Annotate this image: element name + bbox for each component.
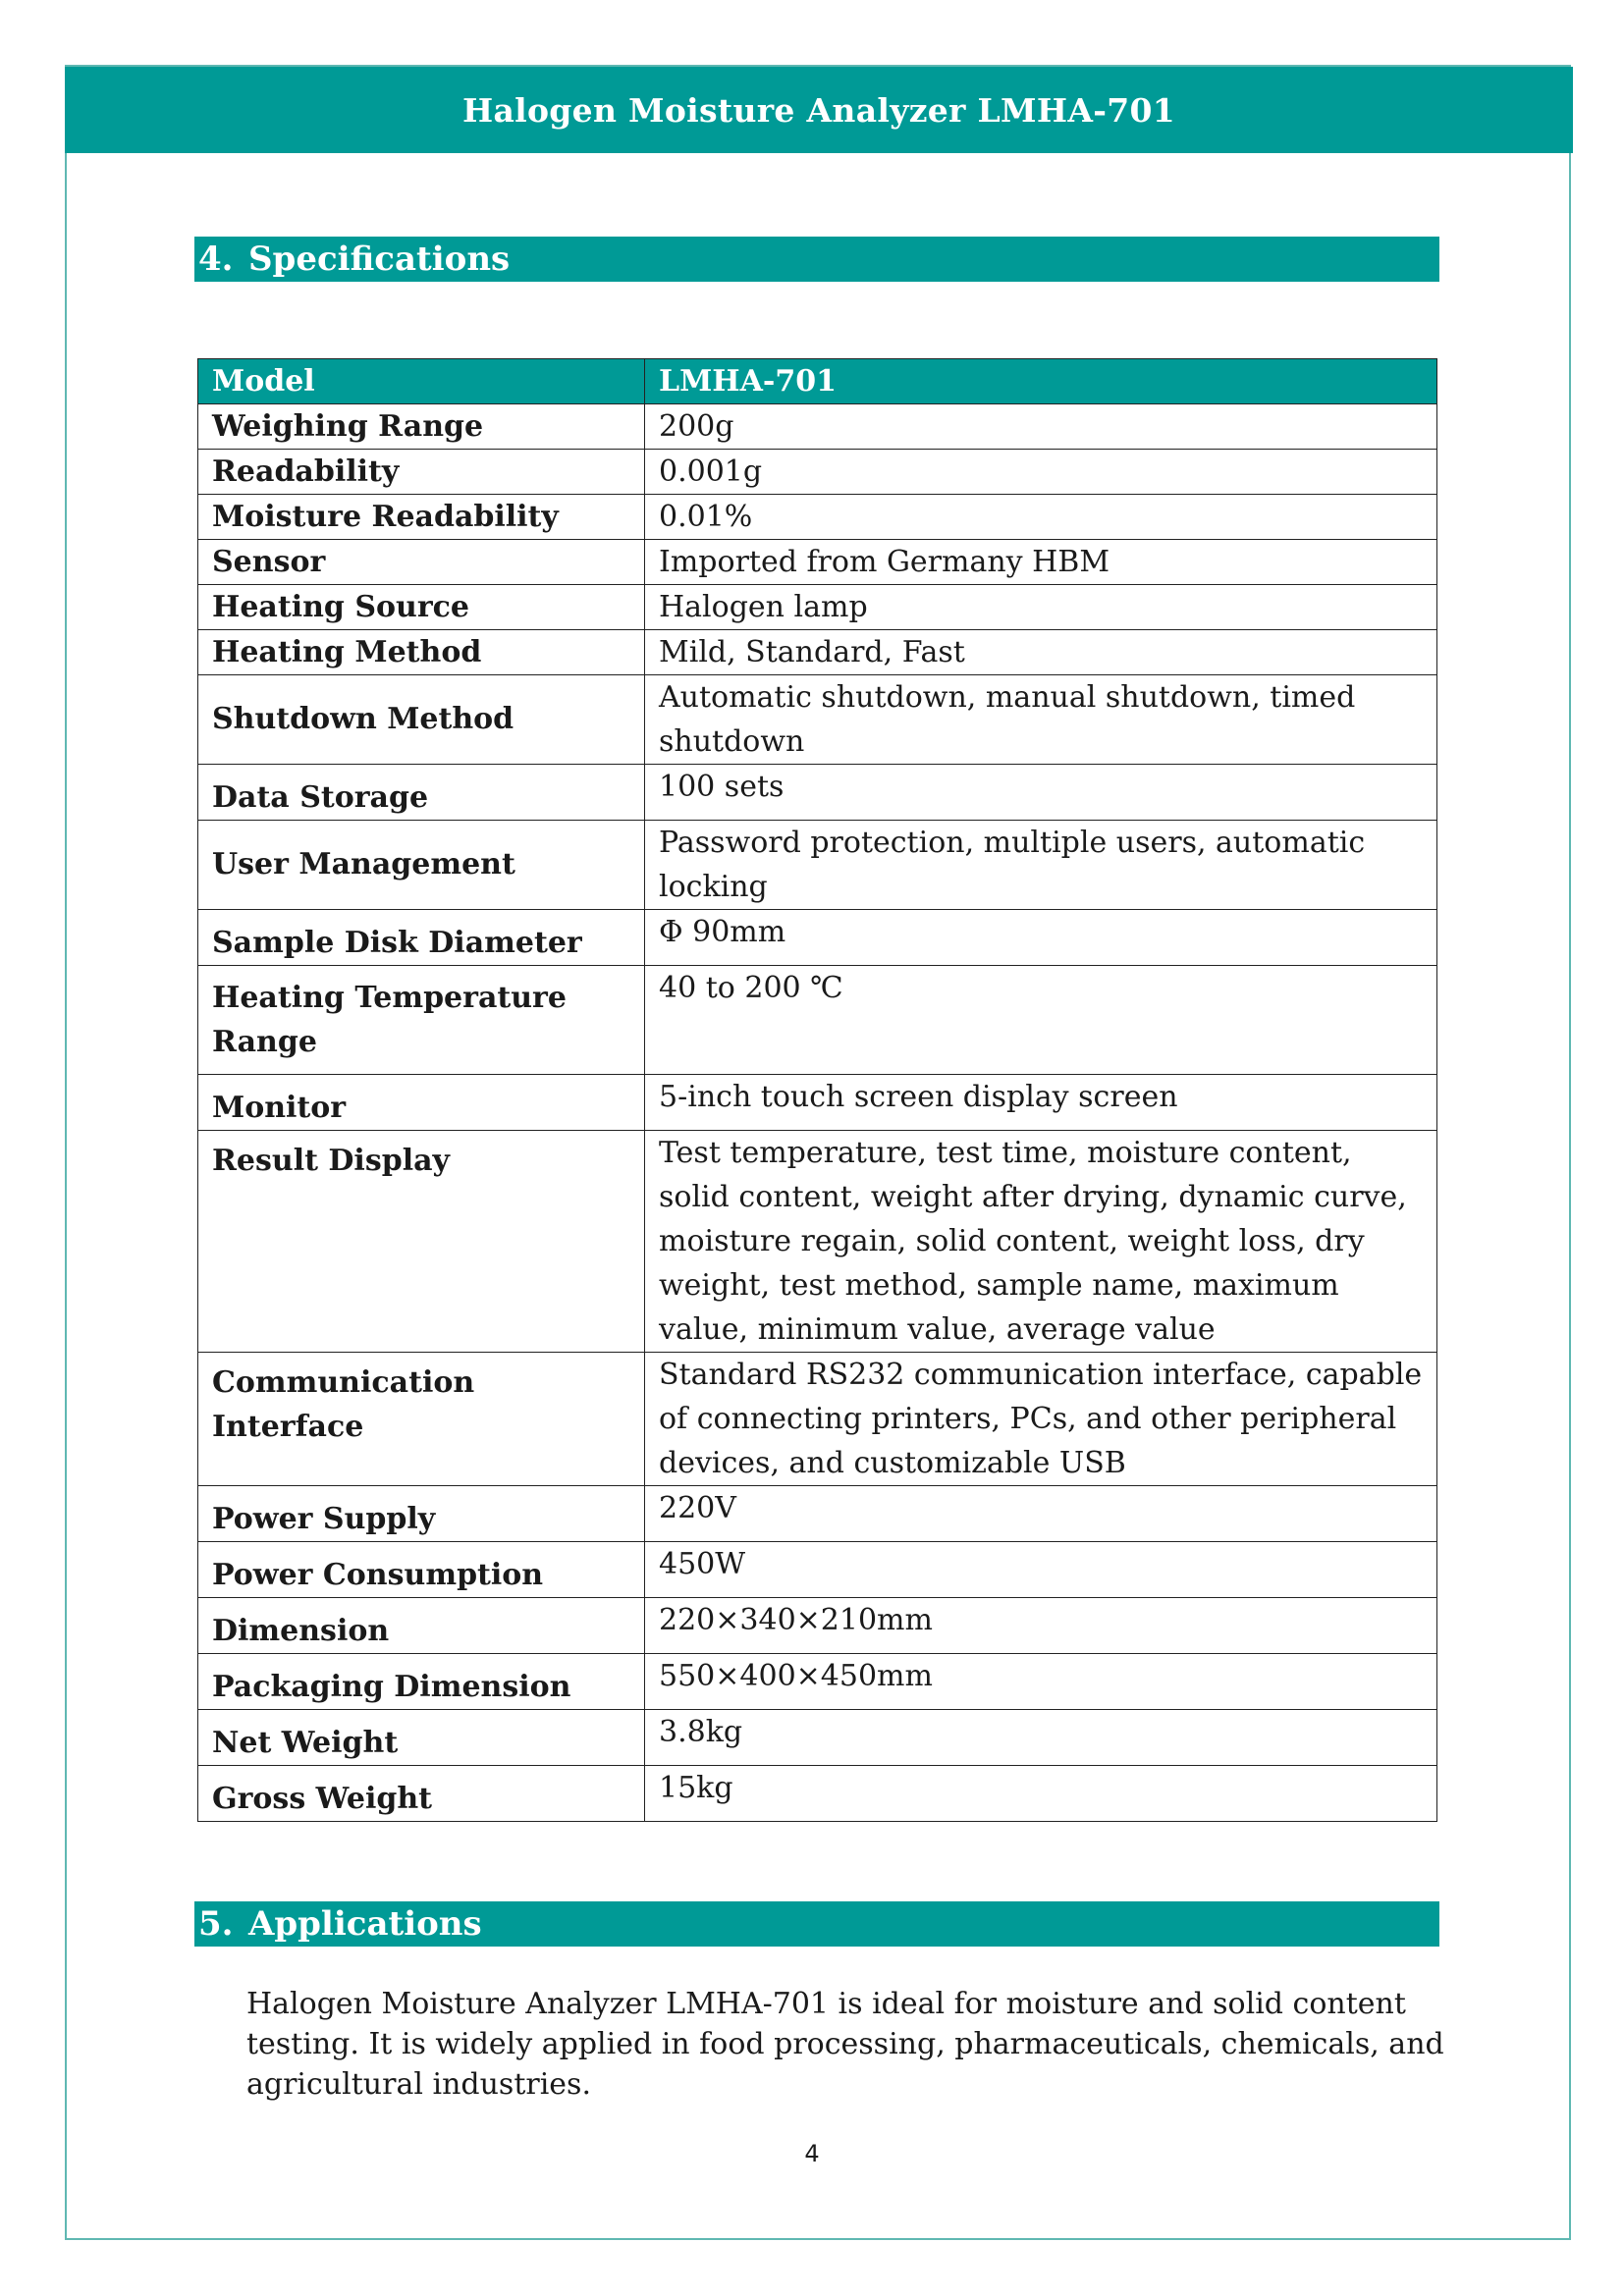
applications-paragraph: Halogen Moisture Analyzer LMHA-701 is ideal for moisture and solid content testing. It is widely applied in food processing, pharmaceuticals, chemicals, and agricultural industries. [246,1987,1444,2102]
spec-label: Communication Interface [198,1353,645,1486]
table-row [198,821,1437,910]
section-number: 4. [198,240,234,279]
table-row [198,404,1437,450]
spec-label: Moisture Readability [198,495,645,540]
table-row [198,765,1437,821]
table-row [198,1075,1437,1131]
spec-label: Readability [198,450,645,495]
spec-label: Shutdown Method [198,675,645,765]
spec-label: Packaging Dimension [198,1654,645,1710]
specifications-table [197,358,1437,1822]
table-row [198,495,1437,540]
spec-value: 0.01% [645,495,1437,540]
section-title: Applications [248,1904,482,1944]
spec-value: 220×340×210mm [645,1598,1437,1654]
spec-value: 15kg [645,1766,1437,1822]
table-row [198,675,1437,765]
page-number: 4 [804,2140,820,2167]
spec-label: Heating Temperature Range [198,966,645,1075]
header-value-cell: LMHA-701 [645,359,1437,404]
table-row [198,966,1437,1075]
spec-value: 220V [645,1486,1437,1542]
spec-value: Test temperature, test time, moisture content, solid content, weight after drying, dynamic curve, moisture regain, solid content, weight loss, dry weight, test method, sample name, maximum value, minimum value, average value [645,1131,1437,1353]
spec-value: 40 to 200 ℃ [645,966,1437,1075]
section-heading-specifications [194,237,1439,282]
table-row [198,1353,1437,1486]
table-row [198,1542,1437,1598]
spec-value: Mild, Standard, Fast [645,630,1437,675]
spec-value: Halogen lamp [645,585,1437,630]
spec-value: Φ 90mm [645,910,1437,966]
table-row [198,1710,1437,1766]
spec-value: 550×400×450mm [645,1654,1437,1710]
section-heading-applications [194,1901,1439,1947]
spec-label: Result Display [198,1131,645,1353]
table-row [198,1766,1437,1822]
table-row [198,630,1437,675]
table-row [198,540,1437,585]
spec-value: Imported from Germany HBM [645,540,1437,585]
section-number: 5. [198,1904,234,1944]
spec-value: Password protection, multiple users, automatic locking [645,821,1437,910]
spec-value: Standard RS232 communication interface, capable of connecting printers, PCs, and other peripheral devices, and customizable USB [645,1353,1437,1486]
spec-label: Power Consumption [198,1542,645,1598]
spec-label: Heating Method [198,630,645,675]
spec-label: User Management [198,821,645,910]
spec-label: Net Weight [198,1710,645,1766]
header-label-cell: Model [198,359,645,404]
table-row [198,1486,1437,1542]
table-row [198,450,1437,495]
spec-value: Automatic shutdown, manual shutdown, timed shutdown [645,675,1437,765]
table-row [198,585,1437,630]
table-header-row [198,359,1437,404]
spec-value: 100 sets [645,765,1437,821]
spec-label: Heating Source [198,585,645,630]
spec-value: 200g [645,404,1437,450]
spec-label: Data Storage [198,765,645,821]
section-title: Specifications [248,240,511,279]
table-row [198,1131,1437,1353]
document-title: Halogen Moisture Analyzer LMHA-701 [461,90,1176,130]
spec-value: 3.8kg [645,1710,1437,1766]
document-header [65,67,1573,153]
spec-value: 450W [645,1542,1437,1598]
spec-value: 5-inch touch screen display screen [645,1075,1437,1131]
table-row [198,910,1437,966]
table-row [198,1598,1437,1654]
spec-label: Dimension [198,1598,645,1654]
spec-label: Power Supply [198,1486,645,1542]
spec-label: Monitor [198,1075,645,1131]
spec-label: Gross Weight [198,1766,645,1822]
spec-label: Weighing Range [198,404,645,450]
spec-label: Sensor [198,540,645,585]
table-row [198,1654,1437,1710]
spec-label: Sample Disk Diameter [198,910,645,966]
spec-value: 0.001g [645,450,1437,495]
